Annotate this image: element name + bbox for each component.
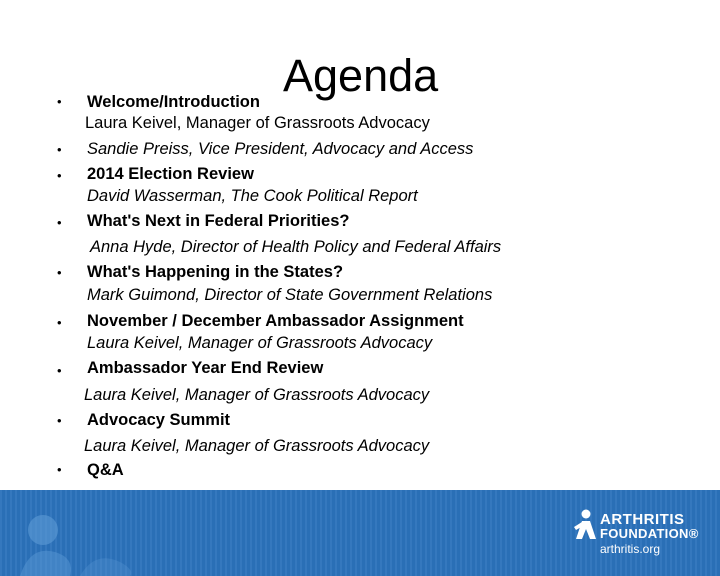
agenda-item-speaker: Sandie Preiss, Vice President, Advocacy and Access [87, 140, 474, 158]
bullet-marker: • [57, 168, 62, 183]
slide-title: Agenda [283, 50, 439, 101]
bullet-marker: • [57, 94, 62, 109]
logo-url: arthritis.org [600, 542, 661, 556]
bullet-marker: • [57, 265, 62, 280]
bullet-marker: • [57, 462, 62, 477]
agenda-item-speaker: Mark Guimond, Director of State Government Relations [87, 286, 493, 304]
agenda-item-topic: Welcome/Introduction [87, 93, 260, 111]
agenda-item-topic: Ambassador Year End Review [87, 359, 324, 377]
arthritis-foundation-logo [574, 509, 699, 559]
agenda-item-topic: November / December Ambassador Assignment [87, 312, 464, 330]
agenda-item-speaker: Laura Keivel, Manager of Grassroots Advocacy [84, 386, 430, 404]
agenda-item-speaker: Laura Keivel, Manager of Grassroots Advocacy [87, 334, 433, 352]
agenda-item-speaker: Laura Keivel, Manager of Grassroots Advocacy [85, 114, 430, 132]
decor-circle [28, 515, 58, 545]
agenda-item-speaker: David Wasserman, The Cook Political Report [87, 187, 418, 205]
logo-text-foundation: FOUNDATION® [600, 526, 699, 541]
agenda-item-topic: Advocacy Summit [87, 411, 231, 429]
bullet-marker: • [57, 413, 62, 428]
bullet-marker: • [57, 363, 62, 378]
agenda-item-speaker: Laura Keivel, Manager of Grassroots Advocacy [84, 437, 430, 455]
agenda-item-speaker: Anna Hyde, Director of Health Policy and Federal Affairs [90, 238, 502, 256]
bullet-marker: • [57, 142, 62, 157]
person-figure-icon [574, 509, 598, 543]
bullet-marker: • [57, 215, 62, 230]
agenda-item-topic: What's Next in Federal Priorities? [87, 212, 350, 230]
agenda-item-topic: Q&A [87, 461, 124, 479]
bullet-marker: • [57, 315, 62, 330]
agenda-item-topic: 2014 Election Review [87, 165, 254, 183]
agenda-item-topic: What's Happening in the States? [87, 263, 344, 281]
logo-text-arthritis: ARTHRITIS [600, 511, 685, 528]
